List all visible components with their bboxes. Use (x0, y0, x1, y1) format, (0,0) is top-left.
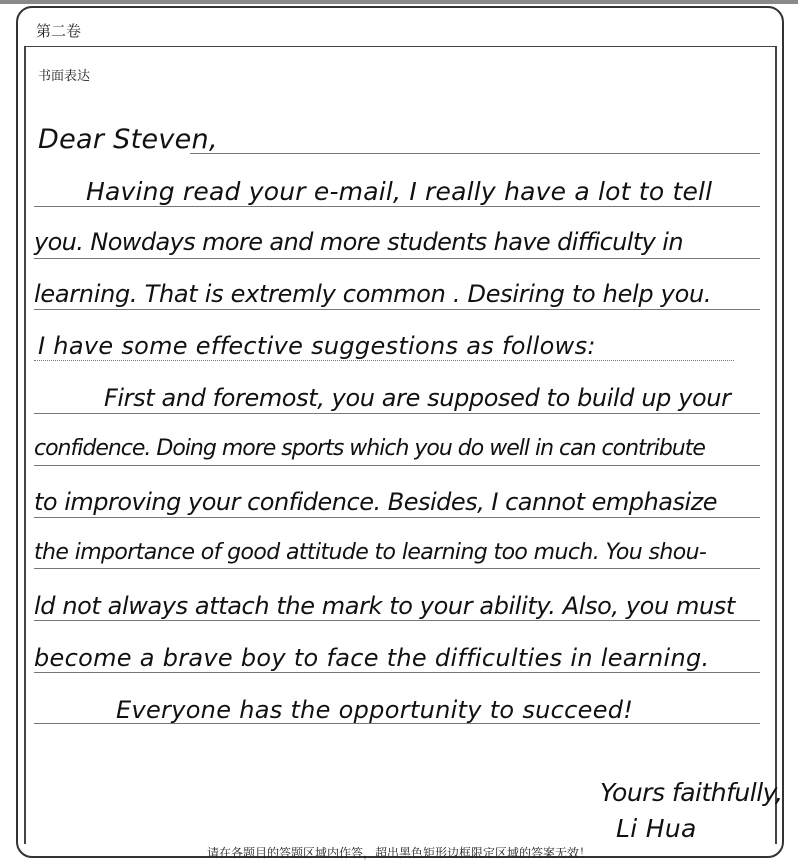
letter-line: learning. That is extremly common . Desiring to help you. (34, 280, 712, 308)
letter-line: Everyone has the opportunity to succeed! (116, 696, 634, 724)
letter-line: you. Nowdays more and more students have difficulty in (34, 228, 683, 256)
letter-greeting: Dear Steven, (38, 124, 218, 155)
letter-closing: Yours faithfully, (600, 778, 783, 807)
ruled-line (34, 206, 760, 207)
ruled-line (34, 568, 760, 569)
ruled-line (34, 360, 734, 361)
letter-line: I have some effective suggestions as follows: (38, 332, 596, 360)
page-top-border (0, 0, 798, 4)
letter-signature: Li Hua (616, 814, 697, 843)
letter-line: to improving your confidence. Besides, I cannot emphasize (34, 488, 717, 516)
letter-line: confidence. Doing more sports which you do well in can contribute (34, 436, 705, 461)
letter-line: ld not always attach the mark to your ability. Also, you must (34, 592, 735, 620)
ruled-line (34, 258, 760, 259)
ruled-line (34, 413, 760, 414)
ruled-line (34, 672, 760, 673)
letter-line: become a brave boy to face the difficulties in learning. (34, 644, 710, 672)
ruled-line (190, 153, 760, 154)
letter-line: Having read your e-mail, I really have a lot to tell (86, 177, 713, 206)
letter-line: the importance of good attitude to learning too much. You shou- (34, 540, 707, 565)
ruled-line (34, 465, 760, 466)
section-label: 第二卷 (36, 22, 82, 40)
ruled-line (34, 517, 760, 518)
subsection-label: 书面表达 (38, 69, 91, 84)
ruled-line (34, 309, 760, 310)
ruled-line (34, 620, 760, 621)
letter-line: First and foremost, you are supposed to build up your (104, 384, 731, 412)
footer-note: 请在各题目的答题区域内作答，超出黑色矩形边框限定区域的答案无效！ (206, 846, 591, 860)
